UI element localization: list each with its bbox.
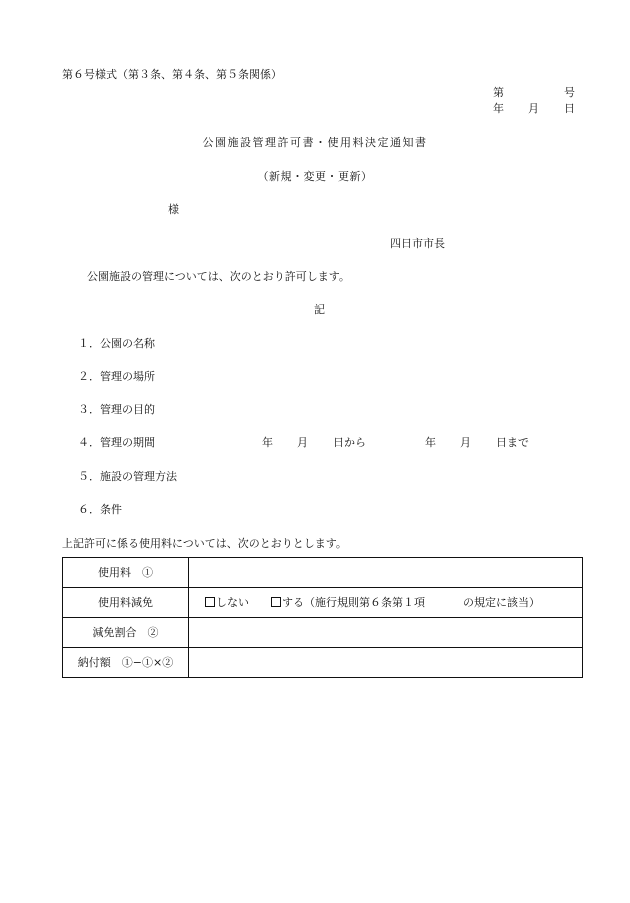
permission-statement: 公園施設の管理については、次のとおり許可します。 — [87, 270, 350, 283]
issuer-name: 四日市市長 — [390, 237, 445, 250]
addressee-suffix: 様 — [168, 203, 179, 216]
period-end-month: 月 — [460, 436, 471, 449]
checkbox-no-reduction[interactable] — [205, 597, 215, 607]
document-subtitle: （新規・変更・更新） — [257, 170, 373, 183]
reduction-ratio-row — [63, 618, 583, 648]
item-conditions: ６．条件 — [78, 503, 122, 516]
item-management-location: ２．管理の場所 — [78, 370, 155, 383]
period-end-day: 日まで — [496, 436, 529, 449]
item-management-purpose: ３．管理の目的 — [78, 403, 155, 416]
fee-reduction-label: 使用料減免 — [63, 588, 189, 618]
date-day-label: 日 — [564, 102, 575, 115]
item-park-name: １．公園の名称 — [78, 337, 155, 350]
option-reduction-suffix: の規定に該当） — [463, 595, 540, 609]
item-management-period: ４．管理の期間 — [78, 436, 155, 449]
fee-row — [63, 558, 583, 588]
option-no-reduction-label: しない — [216, 595, 249, 609]
fee-reduction-row — [63, 588, 583, 618]
fee-label: 使用料 ① — [63, 558, 189, 588]
period-start-month: 月 — [297, 436, 308, 449]
payment-amount-label: 納付額 ①−①×② — [63, 648, 189, 678]
item-management-method: ５．施設の管理方法 — [78, 470, 177, 483]
reduction-ratio-value-cell[interactable] — [189, 618, 583, 648]
period-start-day: 日から — [333, 436, 366, 449]
fee-statement: 上記許可に係る使用料については、次のとおりとします。 — [62, 537, 347, 550]
period-start-year: 年 — [262, 436, 273, 449]
payment-amount-value-cell[interactable] — [189, 648, 583, 678]
form-number: 第６号様式（第３条、第４条、第５条関係） — [62, 68, 282, 81]
period-end-year: 年 — [425, 436, 436, 449]
document-number-prefix: 第 — [493, 86, 504, 99]
option-reduction-label: する（施行規則第６条第１項 — [282, 595, 425, 609]
fee-table — [62, 557, 583, 678]
date-month-label: 月 — [528, 102, 539, 115]
ki-heading: 記 — [314, 303, 325, 316]
reduction-ratio-label: 減免割合 ② — [63, 618, 189, 648]
date-year-label: 年 — [493, 102, 504, 115]
payment-amount-row — [63, 648, 583, 678]
fee-reduction-cell — [189, 588, 583, 618]
document-number-suffix: 号 — [564, 86, 575, 99]
fee-value-cell[interactable] — [189, 558, 583, 588]
document-title: 公園施設管理許可書・使用料決定通知書 — [202, 136, 428, 149]
checkbox-reduction[interactable] — [271, 597, 281, 607]
